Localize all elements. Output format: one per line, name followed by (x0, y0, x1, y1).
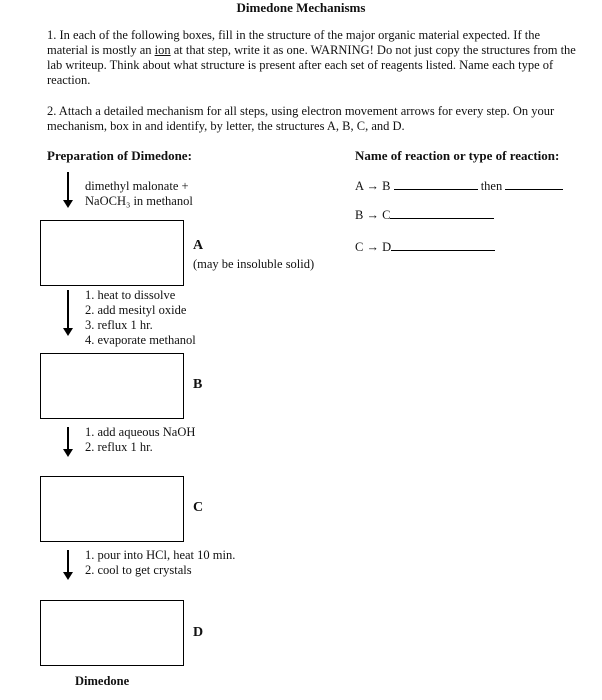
box-a-note: (may be insoluble solid) (193, 257, 315, 271)
reagent-line: 3. reflux 1 hr. (85, 318, 153, 332)
answer-box-b[interactable] (40, 353, 184, 419)
box-c-label: C (193, 500, 204, 515)
reagent-line: 2. cool to get crystals (85, 563, 192, 577)
reaction-then-label: then (480, 179, 503, 193)
box-a-label: A (193, 238, 204, 253)
reaction-ab-row (355, 179, 563, 194)
down-arrow-3 (67, 427, 69, 451)
reagents-1 (85, 179, 193, 209)
instruction-2: 2. Attach a detailed mechanism for all steps, using electron movement arrows for every step. On your mechanism, box in and identify, by letter, the structures A, B, C, and D. (47, 104, 555, 133)
reagents-4 (85, 548, 235, 578)
page-title: Dimedone Mechanisms (236, 0, 366, 15)
product-name: Dimedone (75, 674, 130, 688)
instruction-1-text-a: 1. In each of the following boxes, fill in the structure of the major organic material expected. If the material is mostly an (47, 28, 540, 57)
reagent-line: NaOCH₃ in methanol (85, 194, 193, 208)
reagent-line: 4. evaporate methanol (85, 333, 196, 347)
answer-box-d[interactable] (40, 600, 184, 666)
answer-box-c[interactable] (40, 476, 184, 542)
box-d-label: D (193, 625, 204, 640)
instruction-1-text-b: at that step, write it as one. WARNING! Do not just copy the structures from the lab writeup. Think about what structure is present after each set of reagents listed. Name each type of reaction. (47, 43, 576, 87)
reaction-cd-blank[interactable] (391, 240, 495, 251)
reagent-line: 1. pour into HCl, heat 10 min. (85, 548, 236, 562)
instruction-1 (47, 28, 579, 88)
reagent-line: 2. reflux 1 hr. (85, 440, 153, 454)
reaction-bc-row (355, 208, 494, 223)
reagents-3 (85, 425, 195, 455)
down-arrow-2 (67, 290, 69, 330)
reaction-bc-blank[interactable] (390, 208, 494, 219)
instruction-1-underlined-word: ion (154, 43, 171, 57)
right-header: Name of reaction or type of reaction: (355, 148, 560, 163)
reaction-cd-label: C → D (355, 240, 392, 254)
left-header: Preparation of Dimedone: (47, 148, 192, 163)
reagent-line: 1. heat to dissolve (85, 288, 176, 302)
reaction-cd-row (355, 240, 495, 255)
reagent-line: 1. add aqueous NaOH (85, 425, 196, 439)
down-arrow-4 (67, 550, 69, 574)
reagents-2 (85, 288, 196, 348)
reaction-bc-label: B → C (355, 208, 391, 222)
down-arrow-1 (67, 172, 69, 202)
reaction-ab-blank-2[interactable] (505, 179, 563, 190)
reaction-ab-label: A → B (355, 179, 391, 193)
reagent-line: 2. add mesityl oxide (85, 303, 187, 317)
reagent-line: dimethyl malonate + (85, 179, 189, 193)
reaction-ab-blank-1[interactable] (394, 179, 478, 190)
answer-box-a[interactable] (40, 220, 184, 286)
box-b-label: B (193, 377, 203, 392)
